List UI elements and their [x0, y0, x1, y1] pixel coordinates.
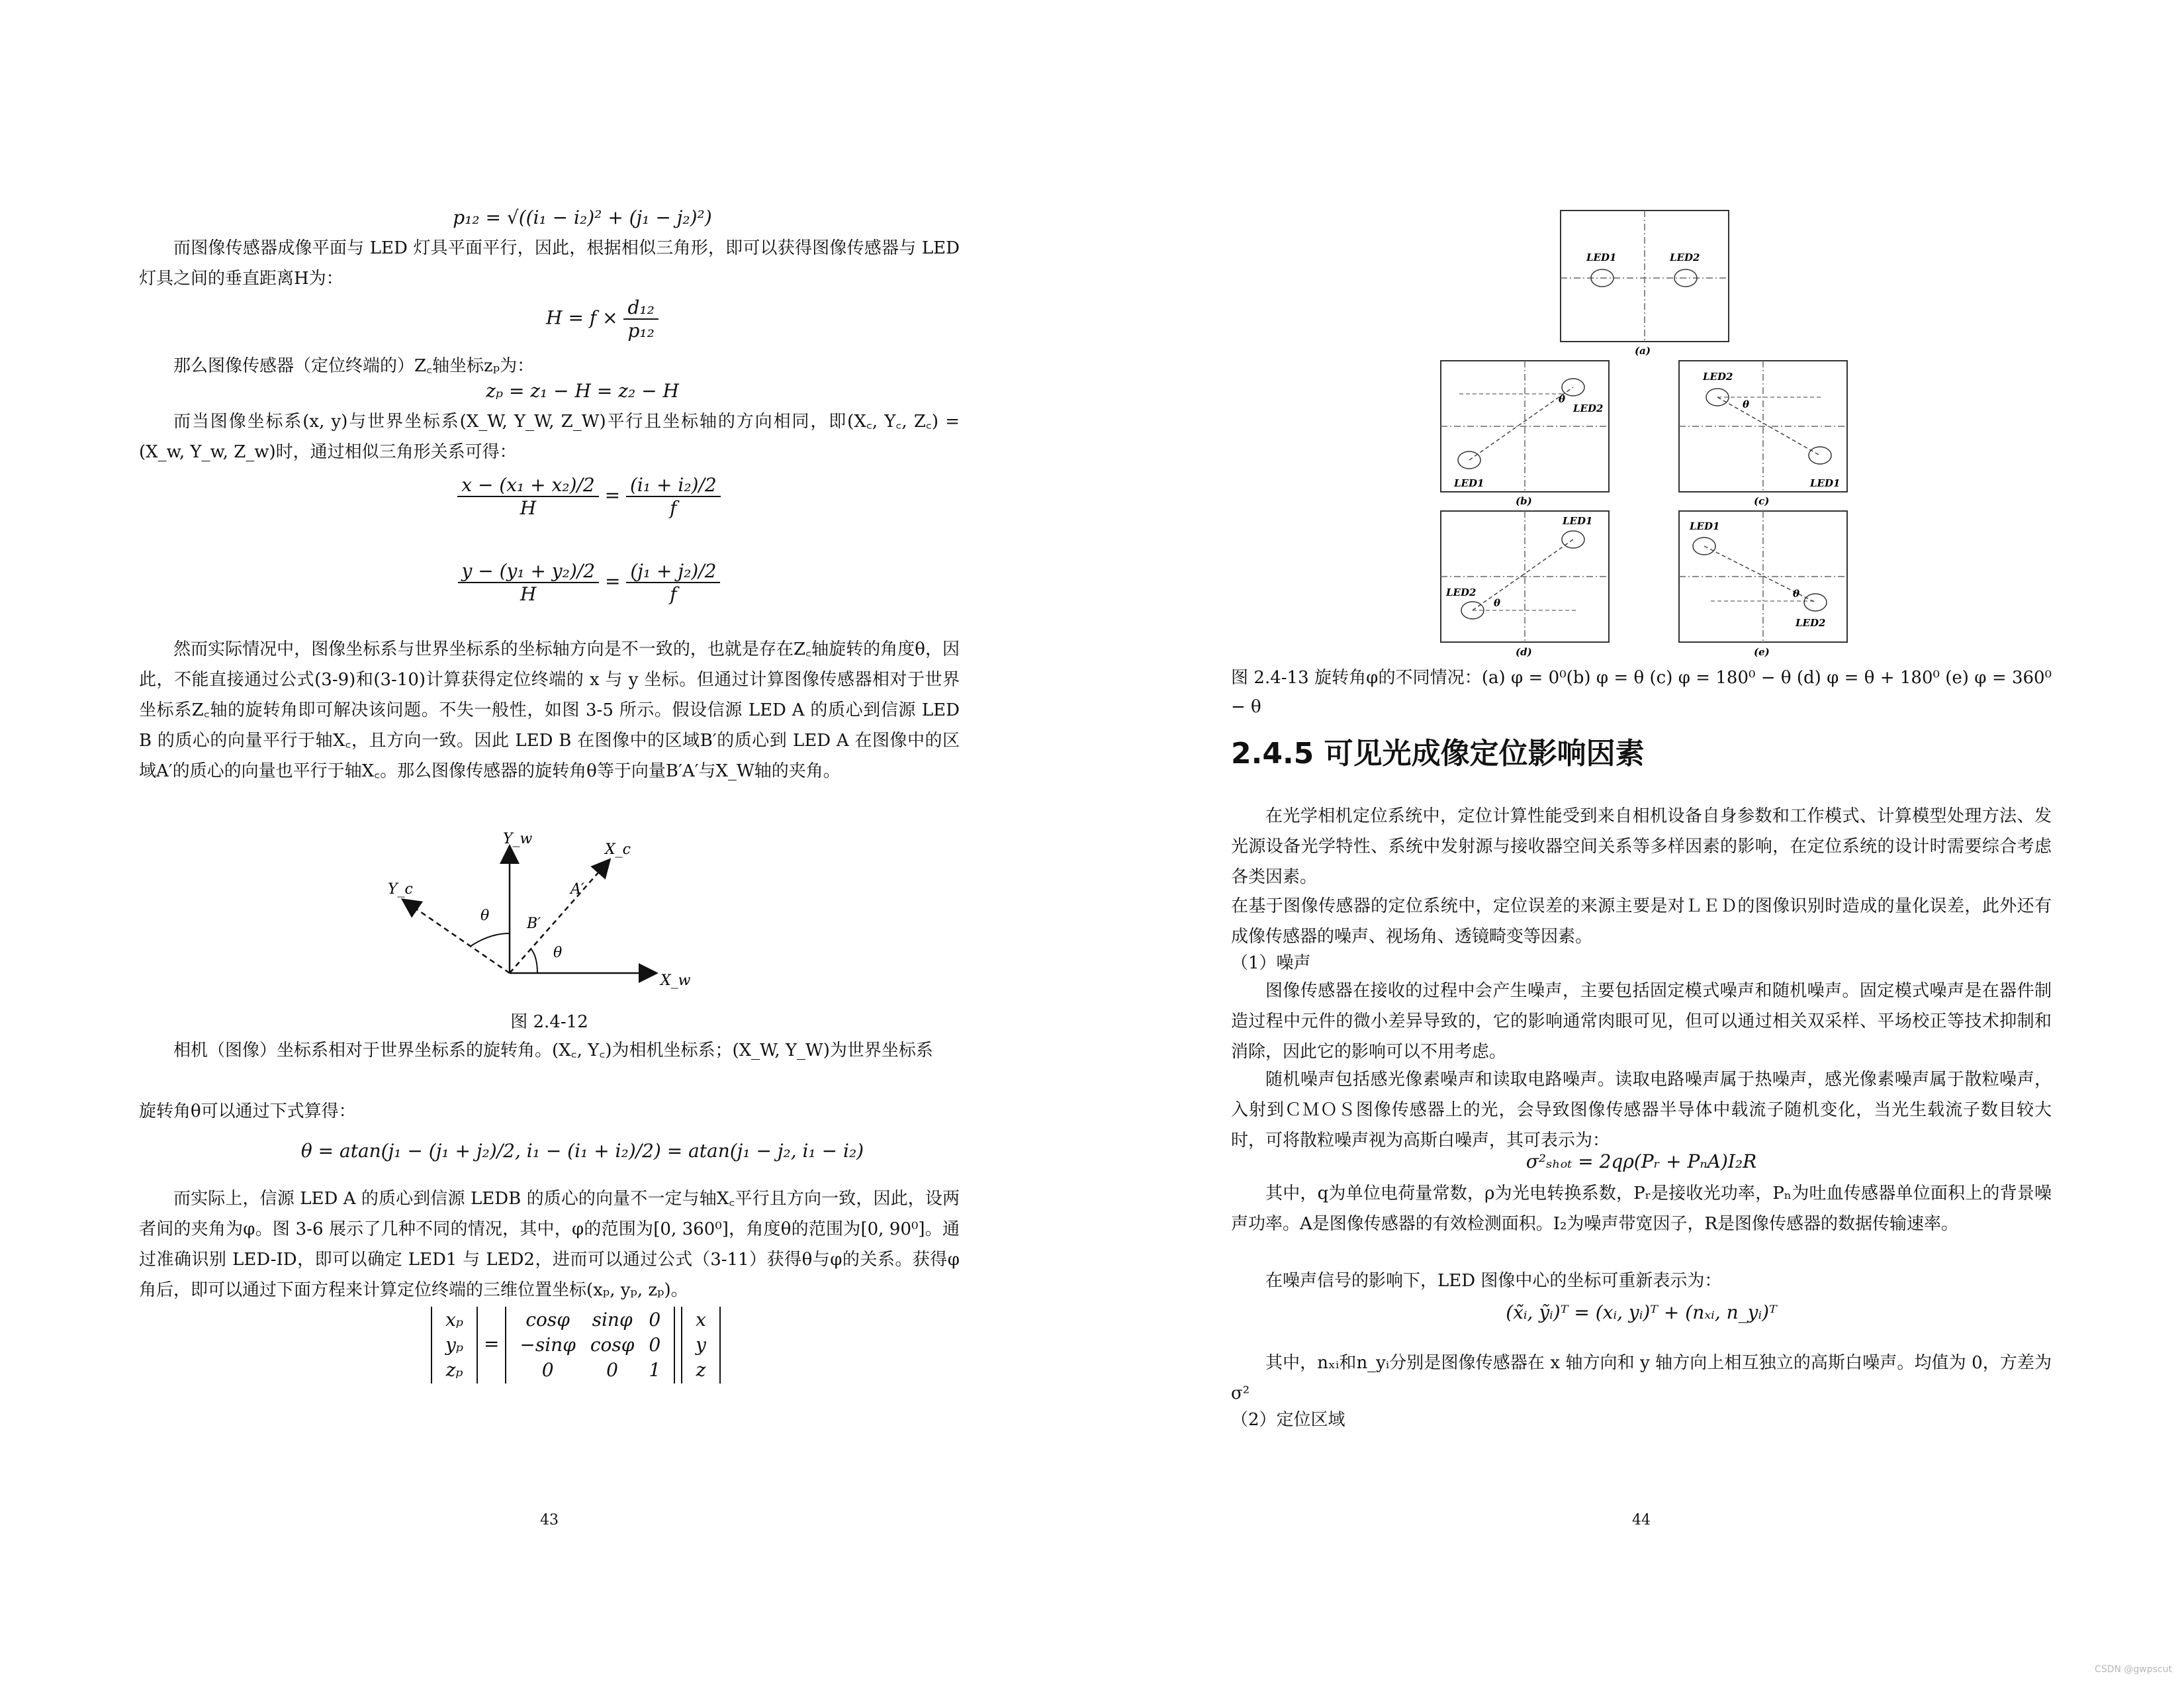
- equation-H: [463, 297, 741, 342]
- matrix-rhs-x: x: [696, 1309, 706, 1331]
- subfigure-d: [1441, 511, 1609, 658]
- matrix-r02: 0: [649, 1309, 661, 1331]
- equation-theta: θ = atan(j₁ − (j₁ + j₂)/2, i₁ − (i₁ + i₂)/2) = atan(j₁ − j₂, i₁ − i₂): [300, 1140, 864, 1162]
- theta-label-b: θ: [1559, 393, 1566, 405]
- matrix-r21: 0: [606, 1359, 618, 1381]
- subfigure-b: [1441, 361, 1609, 507]
- led1-label-d: LED1: [1563, 515, 1593, 527]
- sublabel-a: (a): [1635, 345, 1651, 357]
- right-paragraph-6: 其中，q为单位电荷量常数，ρ为光电转换系数，Pᵣ是接收光功率，Pₙ为吐血传感器单位面积上的背景噪声功率。A是图像传感器的有效检测面积。I₂为噪声带宽因子，R是图像传感器的数据传输速率。: [1231, 1184, 2052, 1234]
- paragraph-3: 而当图像坐标系(x, y)与世界坐标系(X_W, Y_W, Z_W)平行且坐标轴的方向相同，即(X꜀, Y꜀, Z꜀) = (X_w, Y_w, Z_w)时，通过相似三角形关系可得：: [139, 412, 960, 462]
- led1-label-a: LED1: [1586, 252, 1617, 263]
- matrix-equals: =: [484, 1333, 500, 1355]
- equation-y: [450, 560, 728, 605]
- watermark: CSDN @gwpscut: [2095, 1664, 2172, 1675]
- paragraph-4: 然而实际情况中，图像坐标系与世界坐标系的坐标轴方向是不一致的，也就是存在Z꜀轴旋转的角度θ，因此，不能直接通过公式(3-9)和(3-10)计算获得定位终端的 x 与 y 坐标。但通过计算图像传感器相对于世界坐标系Z꜀轴的旋转角即可解决该问题。不失一般性，如图 3-5 所示。假设信源 LED A 的质心到信源 LED B 的质心的向量平行于轴X꜀，且方向一致。因此 LED B 在图像中的区域B′的质心到 LED A 在图像中的区域A′的质心的向量也平行于轴X꜀。那么图像传感器的旋转角θ等于向量B′A′与X_W轴的夹角。: [139, 639, 960, 781]
- led1-label-e: LED1: [1690, 520, 1720, 532]
- equation-y-right-fraction: [626, 560, 720, 605]
- equation-shot-noise: σ²ₛₕₒₜ = 2qρ(Pᵣ + PₙA)I₂R: [1525, 1150, 1757, 1172]
- led2-label-b: LED2: [1573, 402, 1604, 414]
- right-paragraph-1: 在光学相机定位系统中，定位计算性能受到来自相机设备自身参数和工作模式、计算模型处理方法、发光源设备光学特性、系统中发射源与接收器空间关系等多样因素的影响，在定位系统的设计时需要综合考虑各类因素。: [1231, 806, 2052, 887]
- matrix-r20: 0: [541, 1359, 554, 1381]
- section-title: 2.4.5 可见光成像定位影响因素: [1231, 737, 1645, 771]
- equation-H-lhs: H = f ×: [546, 306, 618, 329]
- equation-noise: (x̃ᵢ, ỹᵢ)ᵀ = (xᵢ, yᵢ)ᵀ + (nₓᵢ, n_yᵢ)ᵀ: [1506, 1301, 1777, 1323]
- right-page: [1092, 0, 2184, 1688]
- matrix-lhs-yp: yₚ: [445, 1334, 464, 1356]
- matrix-lhs-xp: xₚ: [445, 1309, 464, 1331]
- label-yc: Y_c: [388, 881, 413, 898]
- equation-x-right-fraction: [626, 474, 721, 519]
- matrix-rhs-y: y: [696, 1334, 706, 1356]
- theta-label-c: θ: [1743, 399, 1750, 410]
- matrix-rotation: [505, 1307, 675, 1383]
- theta-label-e: θ: [1793, 588, 1800, 600]
- paragraph-5: 相机（图像）坐标系相对于世界坐标系的旋转角。(X꜀, Y꜀)为相机坐标系；(X_W, Y_W)为世界坐标系: [173, 1041, 933, 1060]
- matrix-r10: −sinφ: [520, 1334, 576, 1356]
- right-paragraph-5: 随机噪声包括感光像素噪声和读取电路噪声。读取电路噪声属于热噪声，感光像素噪声属于散粒噪声，入射到ＣＭＯＳ图像传感器上的光，会导致图像传感器半导体中载流子随机变化，当光生载流子数目较大时，可将散粒噪声视为高斯白噪声，其可表示为：: [1231, 1070, 2052, 1150]
- label-theta-top: θ: [480, 908, 490, 924]
- subfigure-c: [1679, 361, 1847, 507]
- sublabel-e: (e): [1754, 646, 1770, 658]
- theta-label-d: θ: [1494, 597, 1501, 609]
- matrix-r12: 0: [649, 1334, 661, 1356]
- paragraph-2: 那么图像传感器（定位终端的）Z꜀轴坐标zₚ为：: [173, 356, 535, 376]
- matrix-lhs: [431, 1307, 478, 1383]
- equation-x-left-fraction: [457, 474, 598, 519]
- matrix-r11: cosφ: [590, 1334, 635, 1356]
- equation-x: [450, 474, 728, 519]
- led2-label-e: LED2: [1796, 617, 1826, 629]
- matrix-rhs-z: z: [696, 1359, 706, 1381]
- right-paragraph-9: （2）定位区域: [1231, 1410, 1345, 1430]
- led2-label-a: LED2: [1670, 252, 1700, 263]
- equation-x-right-denominator: f: [670, 497, 677, 519]
- sublabel-b: (b): [1516, 495, 1532, 507]
- right-paragraph-7: 在噪声信号的影响下，LED 图像中心的坐标可重新表示为：: [1265, 1271, 1722, 1291]
- figure-2-4-13-caption: 图 2.4-13 旋转角φ的不同情况：(a) φ = 0⁰(b) φ = θ (c) φ = 180⁰ − θ (d) φ = θ + 180⁰ (e) φ = 360⁰ − θ: [1231, 668, 2052, 717]
- equation-zp: zₚ = z₁ − H = z₂ − H: [486, 380, 679, 402]
- matrix-rhs: [681, 1307, 721, 1383]
- equation-y-equals: =: [604, 570, 621, 592]
- paragraph-1: 而图像传感器成像平面与 LED 灯具平面平行，因此，根据相似三角形，即可以获得图像传感器与 LED 灯具之间的垂直距离H为：: [139, 238, 960, 289]
- sublabel-d: (d): [1516, 646, 1532, 658]
- subfigure-a: [1561, 211, 1729, 357]
- angle-arc-bottom: [531, 949, 537, 973]
- right-paragraph-4: 图像传感器在接收的过程中会产生噪声，主要包括固定模式噪声和随机噪声。固定模式噪声是在器件制造过程中元件的微小差异导致的，它的影响通常肉眼可见，但可以通过相关双采样、平场校正等技术抑制和消除，因此它的影响可以不用考虑。: [1231, 981, 2052, 1062]
- equation-p12: p₁₂ = √((i₁ − i₂)² + (j₁ − j₂)²): [453, 207, 712, 228]
- sublabel-c: (c): [1754, 495, 1770, 507]
- led2-label-c: LED2: [1703, 371, 1733, 383]
- figure-2-4-12-caption: 图 2.4-12: [510, 1012, 588, 1032]
- equation-x-left-denominator: H: [520, 497, 537, 519]
- angle-arc-top: [470, 933, 510, 947]
- equation-y-left-denominator: H: [520, 583, 537, 605]
- subfigure-e: [1679, 511, 1847, 658]
- page-number-left: 43: [540, 1512, 559, 1528]
- equation-matrix: [410, 1307, 741, 1383]
- figure-2-4-13: [1433, 205, 1841, 662]
- matrix-r22: 1: [649, 1359, 661, 1381]
- equation-y-right-numerator: (j₁ + j₂)/2: [626, 560, 720, 583]
- led1-label-b: LED1: [1454, 477, 1484, 489]
- matrix-r01: sinφ: [592, 1309, 633, 1331]
- label-a-prime: A′: [570, 881, 584, 898]
- matrix-r00: cosφ: [525, 1309, 570, 1331]
- right-paragraph-3: （1）噪声: [1231, 953, 1311, 973]
- label-b-prime: B′: [527, 915, 541, 932]
- label-xw: X_w: [660, 972, 691, 989]
- label-theta-bottom: θ: [553, 945, 563, 961]
- equation-x-right-numerator: (i₁ + i₂)/2: [626, 474, 721, 497]
- equation-H-numerator: d₁₂: [623, 297, 658, 320]
- right-paragraph-8: 其中，nₓᵢ和n_yᵢ分别是图像传感器在 x 轴方向和 y 轴方向上相互独立的高斯白噪声。均值为 0，方差为σ²: [1231, 1353, 2052, 1403]
- label-xc: X_c: [605, 841, 631, 858]
- paragraph-6: 旋转角θ可以通过下式算得：: [139, 1102, 356, 1121]
- paragraph-7: 而实际上，信源 LED A 的质心到信源 LEDB 的质心的向量不一定与轴X꜀平行且方向一致，因此，设两者间的夹角为φ。图 3-6 展示了几种不同的情况，其中，φ的范围为[0, 360⁰]，角度θ的范围为[0, 90⁰]。通过准确识别 LED-ID，即可以确定 LED1 与 LED2，进而可以通过公式（3-11）获得θ与φ的关系。获得φ角后，即可以通过下面方程来计算定位终端的三维位置坐标(xₚ, yₚ, zₚ)。: [139, 1189, 960, 1300]
- equation-H-fraction: [623, 297, 658, 342]
- led1-label-c: LED1: [1810, 477, 1841, 489]
- equation-y-left-fraction: [458, 560, 600, 605]
- yc-axis: [404, 900, 510, 973]
- matrix-lhs-zp: zₚ: [445, 1359, 463, 1381]
- label-yw: Y_w: [503, 831, 533, 847]
- equation-x-left-numerator: x − (x₁ + x₂)/2: [457, 474, 598, 497]
- equation-H-denominator: p₁₂: [627, 320, 655, 342]
- figure-2-4-12: [384, 821, 702, 1000]
- page-number-right: 44: [1632, 1512, 1651, 1528]
- led2-label-d: LED2: [1446, 586, 1477, 598]
- right-paragraph-2: 在基于图像传感器的定位系统中，定位误差的来源主要是对ＬＥＤ的图像识别时造成的量化误差，此外还有成像传感器的噪声、视场角、透镜畸变等因素。: [1231, 896, 2052, 947]
- equation-x-equals: =: [604, 484, 621, 506]
- equation-y-right-denominator: f: [670, 583, 677, 605]
- equation-y-left-numerator: y − (y₁ + y₂)/2: [458, 560, 600, 583]
